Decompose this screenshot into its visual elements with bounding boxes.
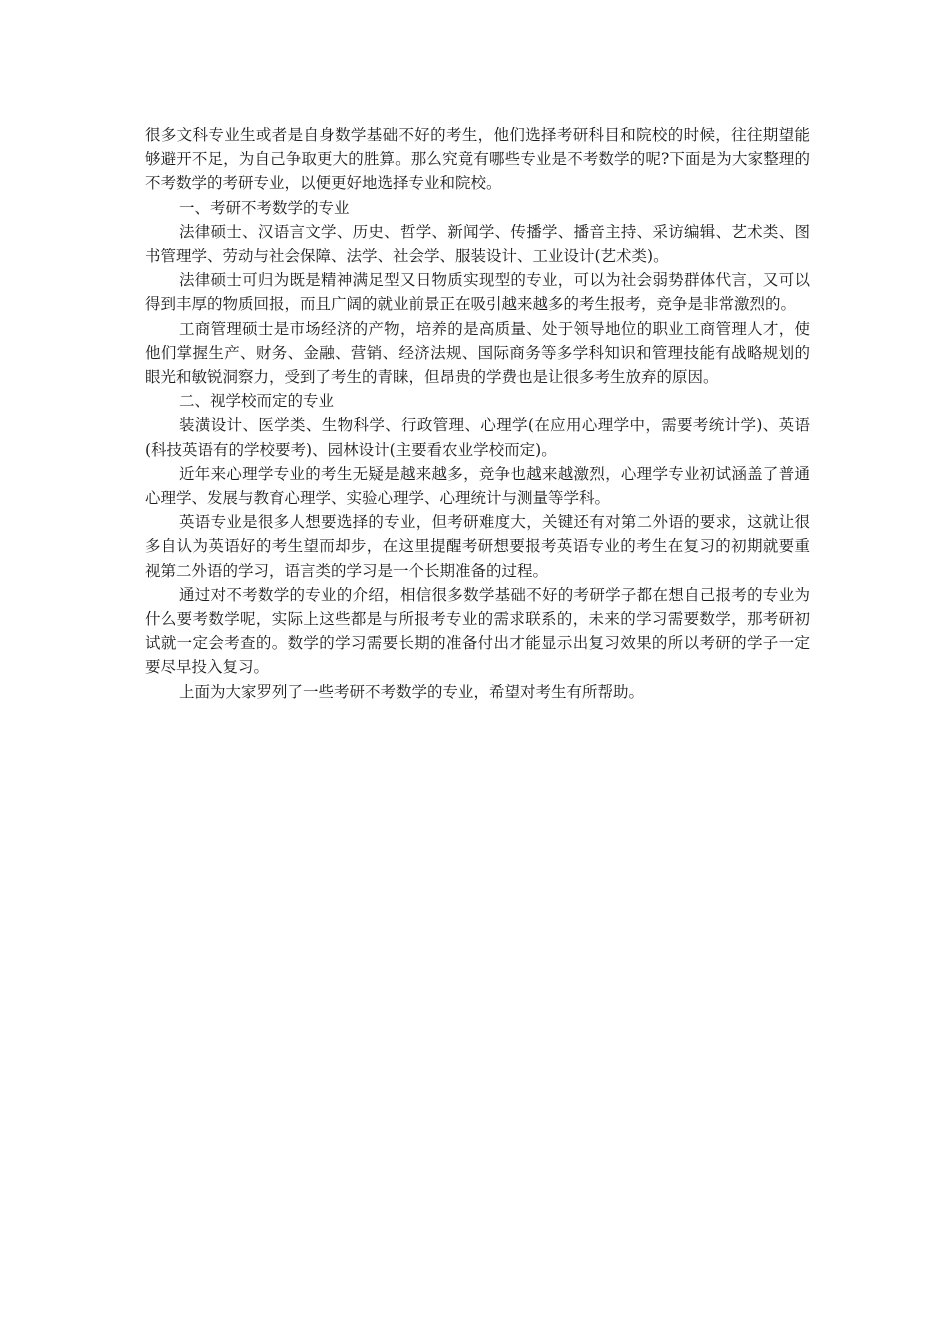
section-heading-school-dependent-majors: 二、视学校而定的专业 — [179, 392, 335, 411]
document-body — [145, 123, 810, 704]
paragraph-school-dependent-list: 装潢设计、医学类、生物科学、行政管理、心理学(在应用心理学中，需要考统计学)、英语(科技英语有的学校要考)、园林设计(主要看农业学校而定)。 — [145, 416, 810, 459]
paragraph-why-math: 通过对不考数学的专业的介绍，相信很多数学基础不好的考研学子都在想自己报考的专业为什么要考数学呢，实际上这些都是与所报考专业的需求联系的，未来的学习需要数学，那考研初试就一定会考查的。数学的学习需要长期的准备付出才能显示出复习效果的所以考研的学子一定要尽早投入复习。 — [145, 585, 810, 677]
intro-paragraph: 很多文科专业生或者是自身数学基础不好的考生，他们选择考研科目和院校的时候，往往期望能够避开不足，为自己争取更大的胜算。那么究竟有哪些专业是不考数学的呢?下面是为大家整理的不考数学的考研专业，以便更好地选择专业和院校。 — [145, 126, 810, 193]
paragraph-english: 英语专业是很多人想要选择的专业，但考研难度大，关键还有对第二外语的要求，这就让很多自认为英语好的考生望而却步，在这里提醒考研想要报考英语专业的考生在复习的初期就要重视第二外语的学习，语言类的学习是一个长期准备的过程。 — [145, 513, 810, 580]
paragraph-mba: 工商管理硕士是市场经济的产物，培养的是高质量、处于领导地位的职业工商管理人才，使他们掌握生产、财务、金融、营销、经济法规、国际商务等多学科知识和管理技能有战略规划的眼光和敏锐洞察力，受到了考生的青睐，但昂贵的学费也是让很多考生放弃的原因。 — [145, 319, 810, 387]
paragraph-law-master: 法律硕士可归为既是精神满足型又日物质实现型的专业，可以为社会弱势群体代言，又可以得到丰厚的物质回报，而且广阔的就业前景正在吸引越来越多的考生报考，竞争是非常激烈的。 — [145, 271, 810, 314]
section-heading-no-math-majors: 一、考研不考数学的专业 — [179, 198, 350, 217]
paragraph-conclusion: 上面为大家罗列了一些考研不考数学的专业，希望对考生有所帮助。 — [179, 682, 645, 701]
paragraph-no-math-major-list: 法律硕士、汉语言文学、历史、哲学、新闻学、传播学、播音主持、采访编辑、艺术类、图书管理学、劳动与社会保障、法学、社会学、服装设计、工业设计(艺术类)。 — [145, 222, 810, 266]
paragraph-psychology: 近年来心理学专业的考生无疑是越来越多，竞争也越来越激烈，心理学专业初试涵盖了普通心理学、发展与教育心理学、实验心理学、心理统计与测量等学科。 — [145, 464, 810, 508]
